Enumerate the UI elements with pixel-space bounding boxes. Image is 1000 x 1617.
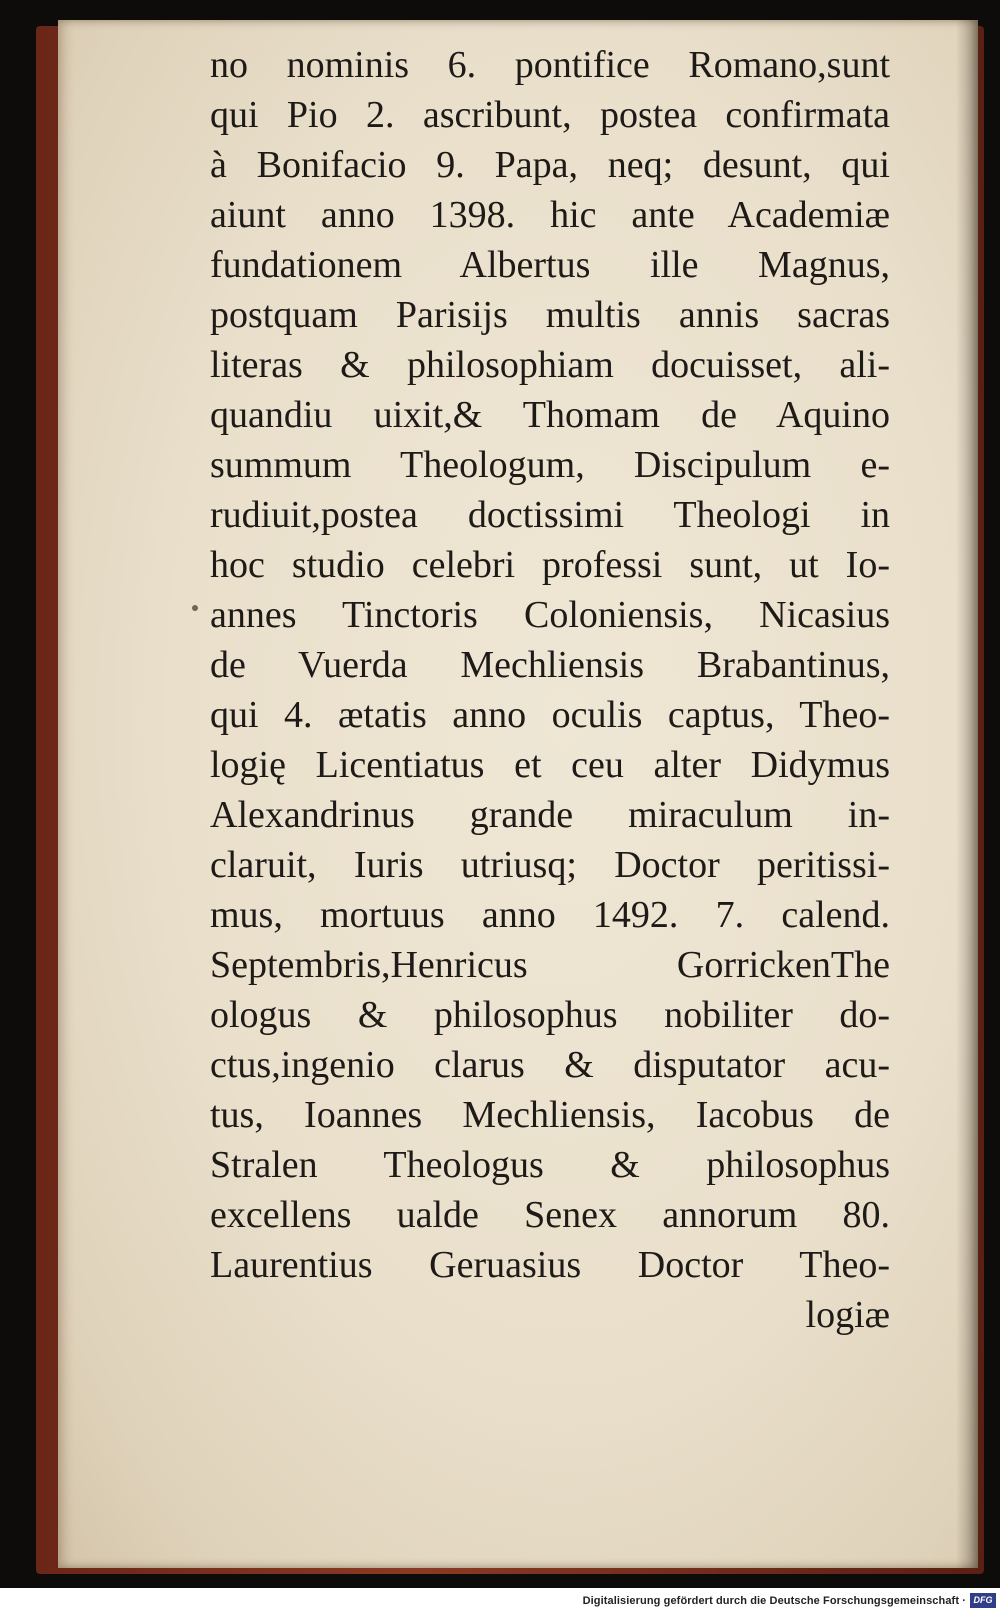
text-line: literas & philosophiam docuisset, ali- [210,344,890,386]
dfg-logo-icon: DFG [970,1593,996,1608]
text-line: mus, mortuus anno 1492. 7. calend. [210,894,890,936]
page-gutter-shadow [956,20,978,1568]
text-line: logię Licentiatus et ceu alter Didymus [210,744,890,786]
text-line: postquam Parisijs multis annis sacras [210,294,890,336]
text-line: qui Pio 2. ascribunt, postea confirmata [210,94,890,136]
text-line: annes Tinctoris Coloniensis, Nicasius [210,594,890,636]
text-line: hoc studio celebri professi sunt, ut Io- [210,544,890,586]
text-line: claruit, Iuris utriusq; Doctor peritissi- [210,844,890,886]
text-line: Stralen Theologus & philosophus [210,1144,890,1186]
text-line: rudiuit,postea doctissimi Theologi in [210,494,890,536]
text-line: fundationem Albertus ille Magnus, [210,244,890,286]
text-line: Septembris,Henricus GorrickenThe [210,944,890,986]
text-line: qui 4. ætatis anno oculis captus, Theo- [210,694,890,736]
text-line: quandiu uixit,& Thomam de Aquino [210,394,890,436]
paper-speck [192,605,198,611]
page-text-block [210,40,890,1340]
text-line: ctus,ingenio clarus & disputator acu- [210,1044,890,1086]
text-line: ologus & philosophus nobiliter do- [210,994,890,1036]
text-line: Laurentius Geruasius Doctor Theo- [210,1244,890,1286]
text-line: excellens ualde Senex annorum 80. [210,1194,890,1236]
catchword: logiæ [805,1294,890,1336]
text-line: no nominis 6. pontifice Romano,sunt [210,44,890,86]
funding-credit: Digitalisierung gefördert durch die Deutsche Forschungsgemeinschaft · [582,1595,966,1607]
text-line: aiunt anno 1398. hic ante Academiæ [210,194,890,236]
text-line: Alexandrinus grande miraculum in- [210,794,890,836]
text-line: à Bonifacio 9. Papa, neq; desunt, qui [210,144,890,186]
digitization-footer [0,1588,1000,1617]
text-line: summum Theologum, Discipulum e- [210,444,890,486]
text-line: de Vuerda Mechliensis Brabantinus, [210,644,890,686]
text-line: tus, Ioannes Mechliensis, Iacobus de [210,1094,890,1136]
